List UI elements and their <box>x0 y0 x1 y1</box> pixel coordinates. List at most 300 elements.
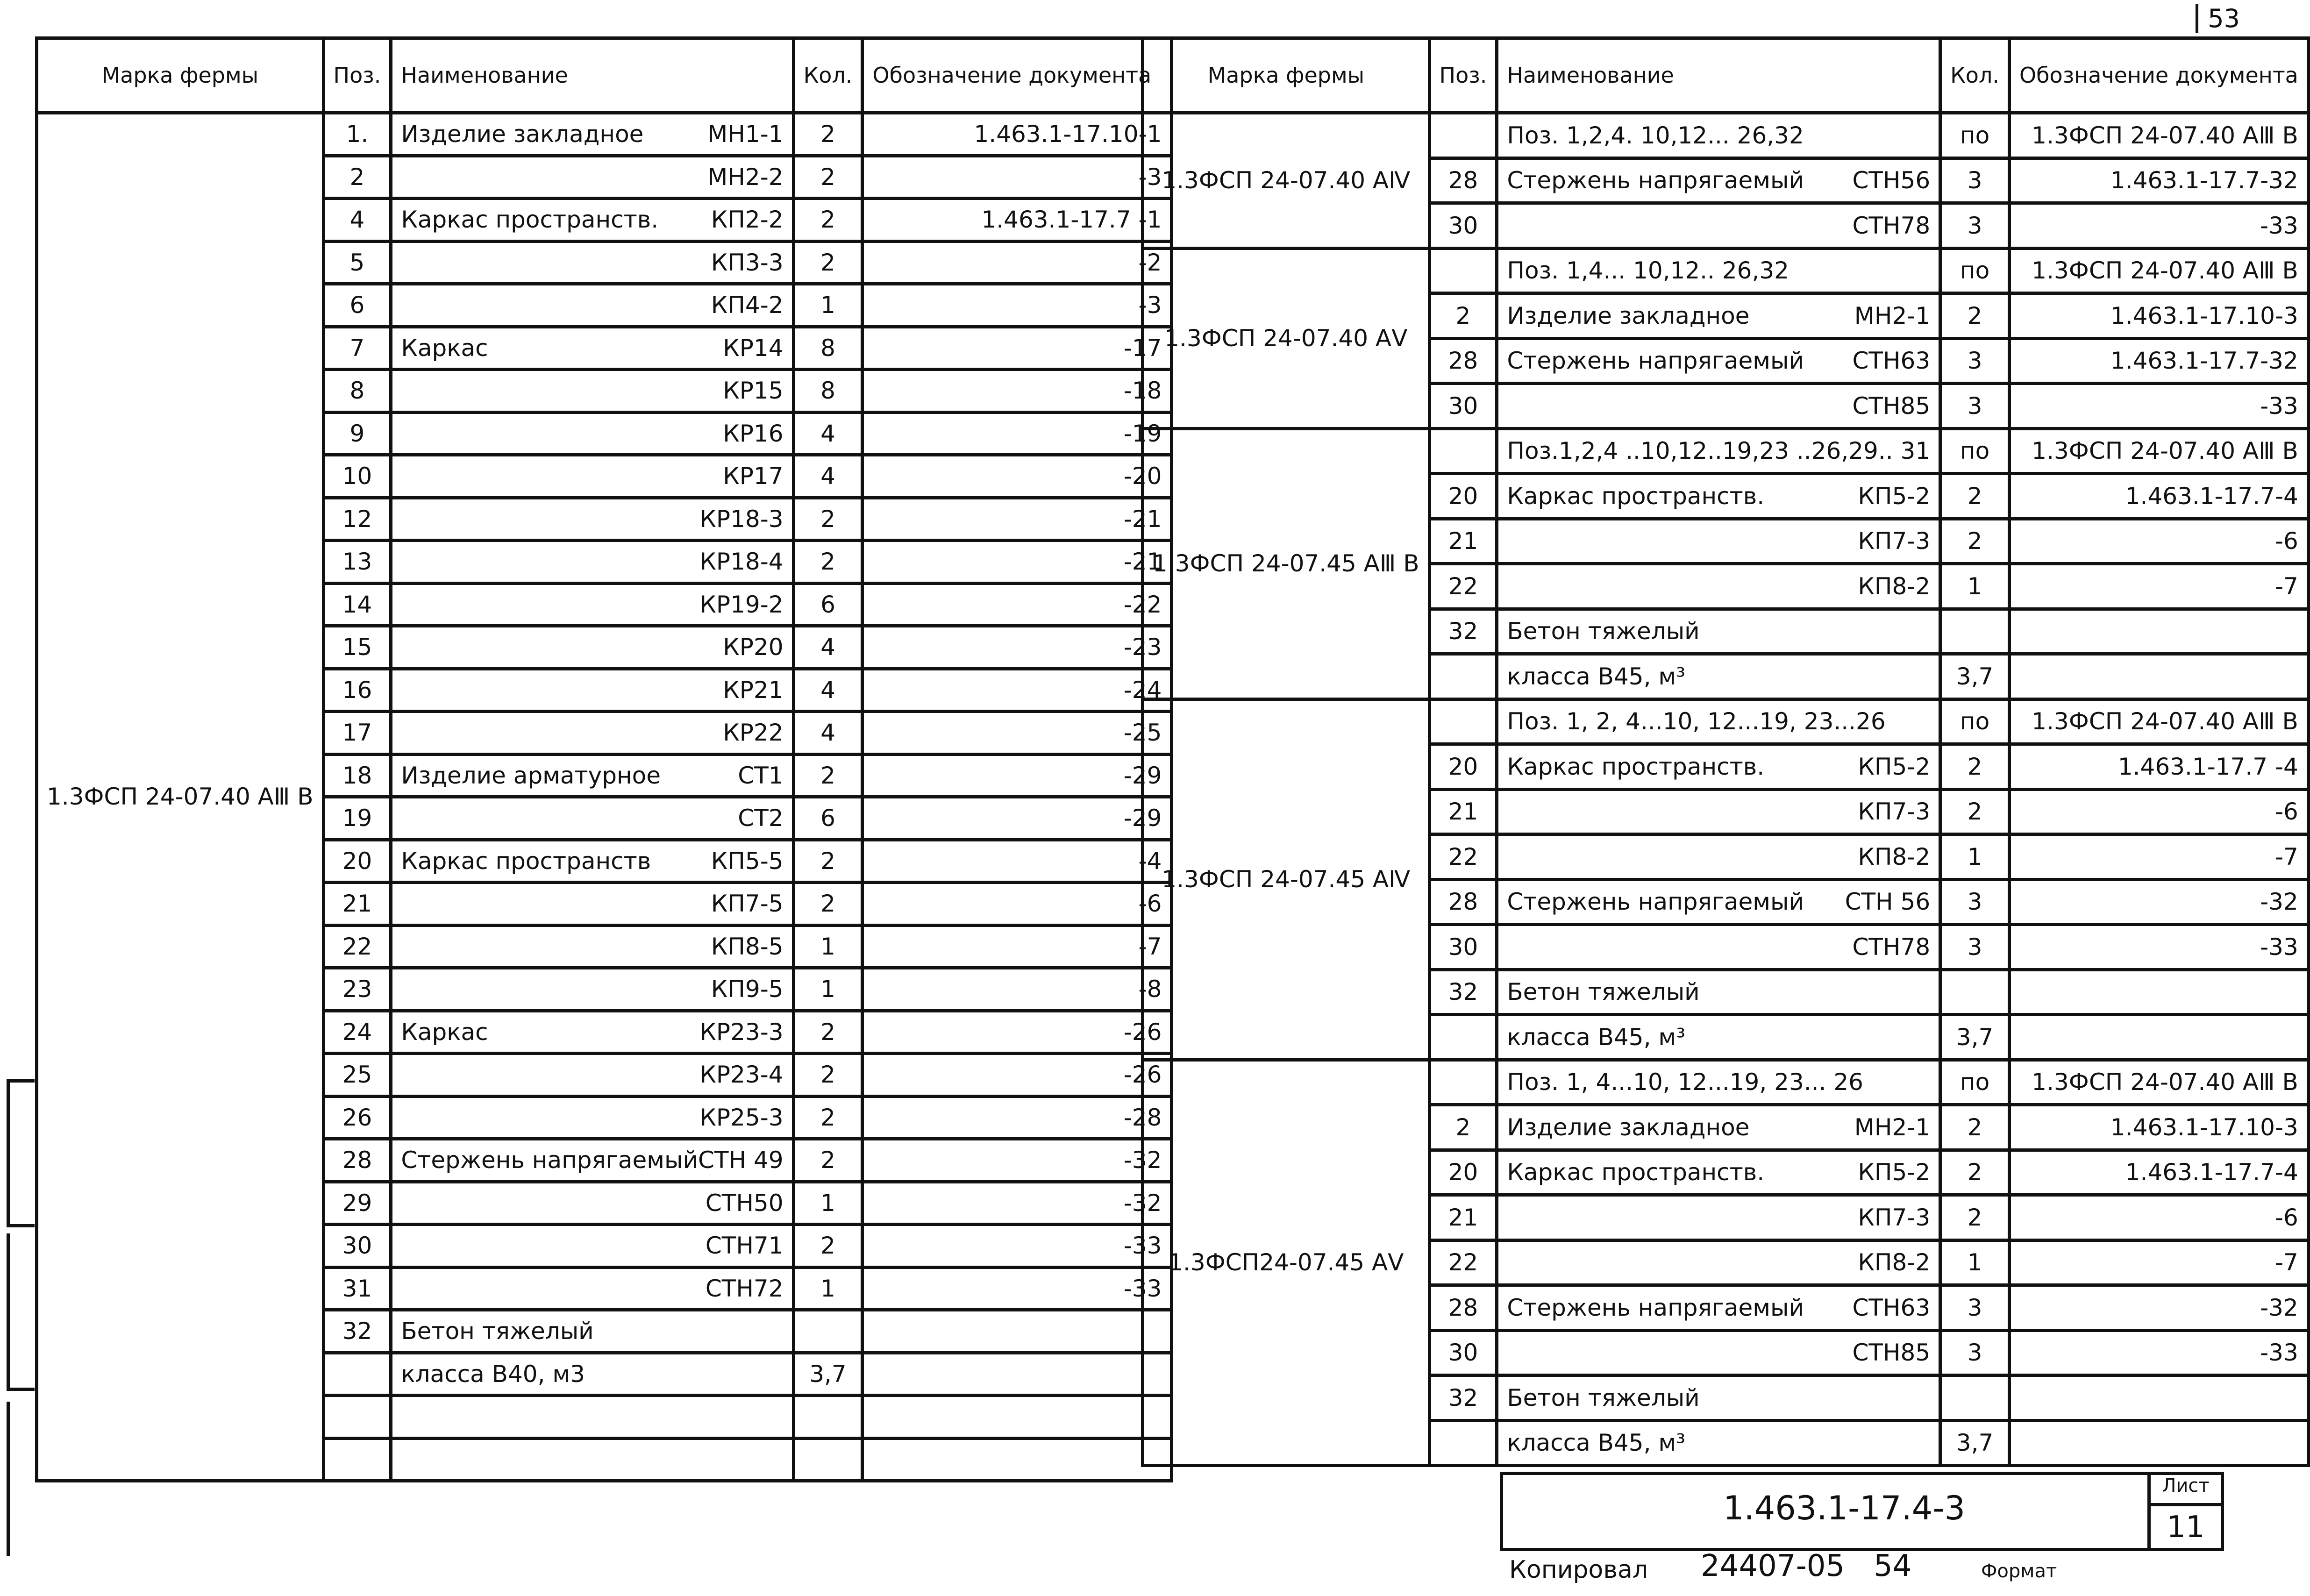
qty-cell: 8 <box>793 370 863 413</box>
pos-cell: 8 <box>323 370 391 413</box>
doc-cell: -32 <box>2009 1285 2308 1331</box>
qty-cell <box>793 1396 863 1439</box>
name-cell <box>1497 1375 1940 1421</box>
name-cell <box>391 797 793 840</box>
header-name: Наименование <box>391 38 793 113</box>
name-wrap <box>1507 890 1930 914</box>
pos-cell: 5 <box>323 241 391 284</box>
pos-cell <box>1429 699 1497 744</box>
doc-cell: -21 <box>863 541 1172 584</box>
sheet-box <box>2147 1475 2221 1548</box>
pos-cell: 16 <box>323 669 391 712</box>
header-doc: Обозначение документа <box>863 38 1172 113</box>
doc-cell: -29 <box>863 754 1172 797</box>
doc-cell <box>863 1353 1172 1396</box>
name-cell <box>391 284 793 327</box>
pos-cell: 9 <box>323 412 391 455</box>
doc-cell: -33 <box>2009 384 2308 429</box>
doc-cell: -28 <box>863 1096 1172 1139</box>
name-wrap <box>1507 755 1930 779</box>
name-wrap <box>1507 304 1930 328</box>
item-type: Бетон тяжелый <box>401 1318 594 1345</box>
name-cell <box>1497 1240 1940 1285</box>
header-mark: Марка фермы <box>1143 38 1430 113</box>
name-wrap <box>1507 1340 1930 1365</box>
qty-cell: 2 <box>793 498 863 541</box>
item-name: МН2-1 <box>1854 1113 1931 1141</box>
pos-cell: 7 <box>323 327 391 370</box>
document-code: 1.463.1-17.4-3 <box>1723 1489 1966 1527</box>
name-cell <box>1497 654 1940 699</box>
pos-cell: 32 <box>1429 609 1497 654</box>
name-cell <box>1497 519 1940 564</box>
item-name: КП5-2 <box>1858 1159 1931 1186</box>
qty-cell: 3,7 <box>1940 654 2010 699</box>
name-cell <box>1497 834 1940 880</box>
pos-cell: 24 <box>323 1011 391 1054</box>
name-wrap <box>401 1319 783 1344</box>
name-cell <box>391 883 793 926</box>
pos-cell: 30 <box>1429 384 1497 429</box>
name-wrap <box>401 763 783 788</box>
item-type: Изделие закладное <box>401 121 644 148</box>
item-name: СТН 56 <box>1845 888 1931 915</box>
qty-cell: 4 <box>793 626 863 669</box>
pos-cell: 22 <box>1429 1240 1497 1285</box>
pos-cell: 4 <box>323 199 391 242</box>
name-wrap <box>401 507 783 532</box>
qty-cell: 3 <box>1940 1330 2010 1375</box>
qty-cell: 1 <box>1940 564 2010 609</box>
item-name: МН1-1 <box>707 121 784 148</box>
doc-cell <box>2009 969 2308 1015</box>
item-name: КП3-3 <box>711 249 784 276</box>
item-type: Поз.1,2,4 ..10,12..19,23 ..26,29.. 31 <box>1507 437 1931 464</box>
name-cell <box>391 541 793 584</box>
name-cell <box>1497 1420 1940 1466</box>
qty-cell: 3 <box>1940 158 2010 203</box>
item-name: СТН63 <box>1852 1294 1931 1321</box>
doc-cell: -3 <box>863 284 1172 327</box>
name-cell <box>391 370 793 413</box>
frame-mark-cell: 1.3ФСП 24-07.40 АⅢ В <box>37 113 324 1481</box>
doc-cell: 1.463.1-17.10-1 <box>863 113 1172 156</box>
name-wrap <box>401 1062 783 1087</box>
qty-cell: 2 <box>793 241 863 284</box>
doc-cell: -19 <box>863 412 1172 455</box>
pos-cell: 2 <box>323 156 391 199</box>
item-type: Каркас пространств. <box>401 206 659 233</box>
footer-page: 54 <box>1874 1549 1912 1583</box>
pos-cell <box>1429 1420 1497 1466</box>
pos-cell: 25 <box>323 1054 391 1097</box>
binding-mark <box>7 1079 35 1083</box>
name-wrap <box>401 549 783 574</box>
item-type: Стержень напрягаемый <box>1507 347 1804 374</box>
pos-cell: 1. <box>323 113 391 156</box>
item-name: КП8-2 <box>1858 843 1931 870</box>
qty-cell: по <box>1940 248 2010 293</box>
name-wrap <box>1507 664 1930 689</box>
name-wrap <box>401 1233 783 1258</box>
header-qty: Кол. <box>1940 38 2010 113</box>
pos-cell: 29 <box>323 1182 391 1225</box>
item-type: Стержень напрягаемый <box>401 1147 698 1174</box>
pos-cell: 2 <box>1429 293 1497 339</box>
name-cell <box>1497 293 1940 339</box>
item-type: Каркас пространств. <box>1507 753 1765 780</box>
doc-cell: -23 <box>863 626 1172 669</box>
binding-mark <box>7 1388 35 1391</box>
doc-cell: -26 <box>863 1011 1172 1054</box>
name-cell <box>1497 744 1940 790</box>
qty-cell: 1 <box>1940 834 2010 880</box>
item-name: СТН71 <box>705 1232 784 1259</box>
name-wrap <box>1507 1025 1930 1050</box>
name-wrap <box>401 122 783 147</box>
item-type: Изделие закладное <box>1507 1113 1750 1141</box>
item-name: КР22 <box>723 719 784 746</box>
pos-cell: 13 <box>323 541 391 584</box>
item-type: Стержень напрягаемый <box>1507 888 1804 915</box>
item-type: Стержень напрягаемый <box>1507 167 1804 194</box>
qty-cell: 2 <box>1940 744 2010 790</box>
pos-cell: 28 <box>1429 879 1497 925</box>
doc-cell: -18 <box>863 370 1172 413</box>
qty-cell: 2 <box>1940 789 2010 834</box>
name-wrap <box>1507 1296 1930 1320</box>
item-name: КР16 <box>723 420 784 447</box>
pos-cell <box>1429 428 1497 474</box>
qty-cell: 4 <box>793 669 863 712</box>
table-row <box>1143 248 2309 293</box>
pos-cell: 31 <box>323 1267 391 1310</box>
doc-cell: 1.463.1-17.7 -1 <box>863 199 1172 242</box>
name-cell <box>1497 879 1940 925</box>
header-pos: Поз. <box>1429 38 1497 113</box>
item-type: Каркас пространств <box>401 847 651 875</box>
name-cell <box>1497 113 1940 158</box>
qty-cell: 3,7 <box>1940 1420 2010 1466</box>
item-type: Бетон тяжелый <box>1507 618 1700 645</box>
binding-mark <box>7 1402 10 1556</box>
qty-cell: 2 <box>793 113 863 156</box>
header-pos: Поз. <box>323 38 391 113</box>
name-cell <box>1497 384 1940 429</box>
item-type: класса В45, м³ <box>1507 1023 1686 1051</box>
name-cell <box>391 412 793 455</box>
item-name: КП4-2 <box>711 292 784 319</box>
pos-cell: 30 <box>1429 925 1497 970</box>
pos-cell: 28 <box>1429 1285 1497 1331</box>
item-name: СТН63 <box>1852 347 1931 374</box>
doc-cell: -26 <box>863 1054 1172 1097</box>
doc-cell <box>2009 1375 2308 1421</box>
qty-cell: 4 <box>793 712 863 755</box>
item-name: КП8-2 <box>1858 572 1931 600</box>
name-cell <box>391 669 793 712</box>
name-cell <box>391 1139 793 1182</box>
header-mark: Марка фермы <box>37 38 324 113</box>
item-name: КП9-5 <box>711 976 784 1003</box>
name-cell <box>391 1353 793 1396</box>
item-type: Поз. 1, 2, 4...10, 12...19, 23...26 <box>1507 708 1886 735</box>
name-wrap <box>1507 1431 1930 1455</box>
qty-cell: 8 <box>793 327 863 370</box>
doc-cell: -3 <box>863 156 1172 199</box>
name-cell <box>1497 1060 1940 1105</box>
name-wrap <box>401 378 783 403</box>
name-wrap <box>1507 484 1930 509</box>
name-wrap <box>401 678 783 703</box>
name-cell <box>391 241 793 284</box>
doc-cell: 1.463.1-17.10-3 <box>2009 1105 2308 1150</box>
qty-cell: 3 <box>1940 203 2010 249</box>
name-cell <box>391 712 793 755</box>
qty-cell: 1 <box>793 968 863 1011</box>
frame-mark-cell: 1.3ФСП24-07.45 АⅤ <box>1143 1060 1430 1466</box>
name-wrap <box>1507 439 1930 463</box>
name-wrap <box>1507 619 1930 644</box>
left-header-row <box>37 38 1172 113</box>
name-wrap <box>1507 799 1930 824</box>
item-name: КР18-4 <box>699 548 784 575</box>
name-cell <box>391 1096 793 1139</box>
qty-cell: 2 <box>1940 519 2010 564</box>
sheet-label: Лист <box>2151 1475 2221 1506</box>
item-name: СТН78 <box>1852 933 1931 961</box>
qty-cell <box>793 1438 863 1481</box>
doc-cell: -8 <box>863 968 1172 1011</box>
item-name: КР21 <box>723 676 784 704</box>
qty-cell: 2 <box>793 199 863 242</box>
doc-cell: -33 <box>863 1267 1172 1310</box>
pos-cell: 21 <box>1429 789 1497 834</box>
qty-cell: 3 <box>1940 1285 2010 1331</box>
name-cell <box>1497 203 1940 249</box>
item-name: КП8-5 <box>711 933 784 960</box>
name-cell <box>391 1396 793 1439</box>
name-cell <box>391 1182 793 1225</box>
name-cell <box>391 199 793 242</box>
pos-cell <box>1429 1015 1497 1060</box>
name-wrap <box>1507 529 1930 554</box>
qty-cell: 1 <box>793 925 863 968</box>
qty-cell: 3 <box>1940 384 2010 429</box>
name-wrap <box>401 592 783 617</box>
item-name: СТН56 <box>1852 167 1931 194</box>
doc-cell: -21 <box>863 498 1172 541</box>
doc-cell: -32 <box>863 1139 1172 1182</box>
doc-cell: 1.463.1-17.7-4 <box>2009 474 2308 519</box>
name-cell <box>1497 699 1940 744</box>
name-wrap <box>401 1362 783 1387</box>
doc-cell: -33 <box>2009 1330 2308 1375</box>
item-name: КР20 <box>723 634 784 661</box>
item-name: СТН50 <box>705 1189 784 1217</box>
table-row <box>1143 699 2309 744</box>
pos-cell: 19 <box>323 797 391 840</box>
qty-cell <box>1940 609 2010 654</box>
pos-cell <box>1429 248 1497 293</box>
doc-cell: 1.3ФСП 24-07.40 АⅢ В <box>2009 428 2308 474</box>
doc-cell: -7 <box>863 925 1172 968</box>
doc-cell: -33 <box>2009 203 2308 249</box>
doc-cell <box>2009 609 2308 654</box>
name-cell <box>391 1225 793 1268</box>
item-name: КП5-2 <box>1858 482 1931 510</box>
pos-cell: 28 <box>323 1139 391 1182</box>
pos-cell: 20 <box>1429 474 1497 519</box>
pos-cell: 32 <box>323 1310 391 1353</box>
name-wrap <box>401 849 783 874</box>
item-name: КП8-2 <box>1858 1249 1931 1276</box>
qty-cell: 2 <box>1940 293 2010 339</box>
doc-cell: -20 <box>863 455 1172 498</box>
pos-cell: 17 <box>323 712 391 755</box>
header-name: Наименование <box>1497 38 1940 113</box>
qty-cell: 4 <box>793 455 863 498</box>
name-cell <box>1497 1195 1940 1240</box>
name-wrap <box>401 421 783 446</box>
qty-cell: 6 <box>793 797 863 840</box>
header-qty: Кол. <box>793 38 863 113</box>
pos-cell <box>1429 1060 1497 1105</box>
qty-cell: 2 <box>1940 1150 2010 1195</box>
qty-cell: 1 <box>793 1182 863 1225</box>
doc-cell <box>2009 1015 2308 1060</box>
qty-cell: 2 <box>793 1096 863 1139</box>
name-wrap <box>1507 1386 1930 1411</box>
name-wrap <box>401 1276 783 1301</box>
qty-cell: 1 <box>793 1267 863 1310</box>
item-type: Каркас пространств. <box>1507 1159 1765 1186</box>
qty-cell: 3 <box>1940 338 2010 384</box>
doc-cell: 1.3ФСП 24-07.40 АⅢ В <box>2009 248 2308 293</box>
item-name: КП7-5 <box>711 890 784 917</box>
pos-cell <box>323 1353 391 1396</box>
doc-cell: 1.463.1-17.10-3 <box>2009 293 2308 339</box>
item-name: МН2-1 <box>1854 302 1931 329</box>
qty-cell: 2 <box>1940 1105 2010 1150</box>
name-wrap <box>401 1020 783 1045</box>
pos-cell: 28 <box>1429 158 1497 203</box>
name-wrap <box>1507 1115 1930 1140</box>
name-wrap <box>401 207 783 232</box>
name-cell <box>1497 1150 1940 1195</box>
item-name: СТН 49 <box>698 1147 784 1174</box>
name-cell <box>391 327 793 370</box>
pos-cell: 15 <box>323 626 391 669</box>
pos-cell: 26 <box>323 1096 391 1139</box>
binding-mark <box>7 1233 10 1388</box>
name-wrap <box>401 934 783 959</box>
name-cell <box>1497 609 1940 654</box>
item-name: КП7-3 <box>1858 798 1931 825</box>
qty-cell: по <box>1940 113 2010 158</box>
doc-cell <box>2009 1420 2308 1466</box>
name-cell <box>1497 158 1940 203</box>
name-wrap <box>401 1191 783 1216</box>
name-cell <box>391 840 793 883</box>
binding-mark <box>7 1079 10 1224</box>
qty-cell: по <box>1940 428 2010 474</box>
qty-cell: 3,7 <box>1940 1015 2010 1060</box>
pos-cell: 21 <box>323 883 391 926</box>
doc-cell: -7 <box>2009 834 2308 880</box>
item-name: МН2-2 <box>707 163 784 191</box>
qty-cell: по <box>1940 699 2010 744</box>
name-wrap <box>1507 168 1930 193</box>
doc-cell: 1.463.1-17.7-32 <box>2009 158 2308 203</box>
name-wrap <box>1507 258 1930 283</box>
item-name: КР25-3 <box>699 1104 784 1131</box>
item-name: КП5-2 <box>1858 753 1931 780</box>
item-name: КР17 <box>723 463 784 490</box>
name-wrap <box>1507 709 1930 734</box>
name-wrap <box>1507 845 1930 869</box>
name-wrap <box>401 1148 783 1173</box>
name-cell <box>391 754 793 797</box>
name-wrap <box>1507 214 1930 238</box>
doc-cell <box>863 1396 1172 1439</box>
name-cell <box>391 498 793 541</box>
doc-cell: -25 <box>863 712 1172 755</box>
item-type: Стержень напрягаемый <box>1507 1294 1804 1321</box>
qty-cell: 2 <box>793 156 863 199</box>
doc-cell: -6 <box>2009 519 2308 564</box>
doc-cell: -4 <box>863 840 1172 883</box>
sheet-number: 11 <box>2167 1510 2205 1545</box>
item-type: класса В45, м³ <box>1507 1429 1686 1456</box>
doc-cell: -17 <box>863 327 1172 370</box>
name-wrap <box>1507 1160 1930 1185</box>
qty-cell: 3 <box>1940 925 2010 970</box>
qty-cell: 3 <box>1940 879 2010 925</box>
doc-cell: -2 <box>863 241 1172 284</box>
qty-cell: 4 <box>793 412 863 455</box>
name-cell <box>391 1054 793 1097</box>
item-type: Бетон тяжелый <box>1507 978 1700 1005</box>
name-cell <box>391 1310 793 1353</box>
item-type: класса В40, м3 <box>401 1360 585 1388</box>
doc-cell: -33 <box>863 1225 1172 1268</box>
doc-cell: 1.3ФСП 24-07.40 АⅢ В <box>2009 699 2308 744</box>
qty-cell: 2 <box>793 840 863 883</box>
item-name: КП7-3 <box>1858 527 1931 555</box>
name-cell <box>1497 1015 1940 1060</box>
item-name: КП2-2 <box>711 206 784 233</box>
qty-cell: 1 <box>793 284 863 327</box>
pos-cell: 6 <box>323 284 391 327</box>
qty-cell: 2 <box>1940 474 2010 519</box>
frame-mark-cell: 1.3ФСП 24-07.40 АⅣ <box>1143 113 1430 249</box>
pos-cell: 22 <box>1429 834 1497 880</box>
qty-cell: 6 <box>793 583 863 626</box>
qty-cell: 2 <box>1940 1195 2010 1240</box>
name-cell <box>1497 789 1940 834</box>
pos-cell <box>1429 113 1497 158</box>
qty-cell: 2 <box>793 1225 863 1268</box>
pos-cell: 10 <box>323 455 391 498</box>
name-cell <box>1497 1285 1940 1331</box>
name-cell <box>1497 925 1940 970</box>
item-type: Поз. 1,2,4. 10,12... 26,32 <box>1507 121 1804 149</box>
doc-cell: 1.3ФСП 24-07.40 АⅢ В <box>2009 113 2308 158</box>
qty-cell <box>793 1310 863 1353</box>
pos-cell <box>323 1438 391 1481</box>
name-cell <box>391 583 793 626</box>
